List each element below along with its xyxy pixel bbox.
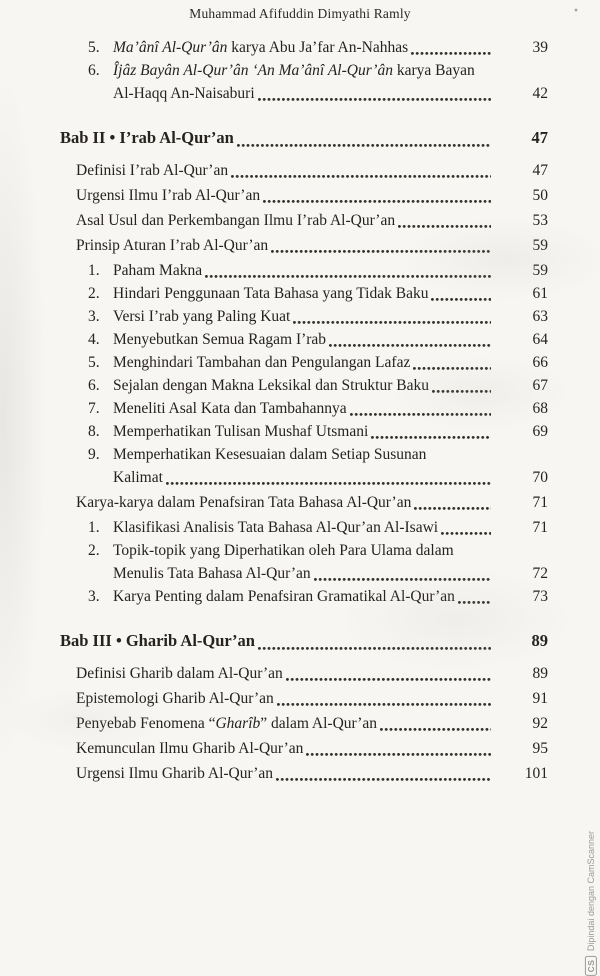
- toc-entry-title-text: Kalimat: [113, 469, 163, 486]
- toc-entry-title-text: Sejalan dengan Makna Leksikal dan Struktur Baku: [113, 377, 429, 394]
- camscanner-logo: CS: [585, 956, 597, 976]
- toc-entry-line: [88, 585, 548, 608]
- toc-entry-title: [76, 159, 228, 182]
- toc-entry-title-text: Urgensi Ilmu I’rab Al-Qur’an: [76, 187, 261, 204]
- toc-entry-title-italic: Ma’ânî Al-Qur’ân: [113, 39, 232, 56]
- dot-leader: [368, 420, 494, 443]
- toc-entry-number: 8.: [88, 423, 100, 440]
- toc-entry-title: [113, 562, 311, 585]
- toc-entry-line: [60, 628, 548, 654]
- dot-leader: [311, 562, 494, 585]
- toc-entry-title-text: Menghindari Tambahan dan Pengulangan Lafaz: [113, 354, 411, 371]
- toc-entry: [0, 305, 548, 328]
- toc-entry-page: 68: [532, 400, 548, 417]
- dot-leader: [202, 259, 494, 282]
- dot-leader: [347, 397, 494, 420]
- dot-leader: [234, 125, 494, 151]
- dot-leader: [255, 628, 494, 654]
- toc-entry-page: 59: [532, 237, 548, 254]
- toc-entry-line: [88, 328, 548, 351]
- toc-entry-page: 71: [532, 494, 548, 511]
- toc-entry-page: 95: [532, 740, 548, 757]
- toc-entry: [0, 184, 548, 207]
- toc-entry-number: 3.: [88, 588, 100, 605]
- dot-leader: [163, 466, 494, 489]
- toc-entry: [0, 36, 548, 59]
- toc-entry-title-text: Kemunculan Ilmu Gharib Al-Qur’an: [76, 740, 304, 757]
- toc-entry-line: [76, 762, 548, 785]
- toc-entry-line: [76, 184, 548, 207]
- toc-entry: [0, 687, 548, 710]
- dot-leader: [411, 491, 494, 514]
- toc-entry-line: [88, 420, 548, 443]
- toc-entry: [0, 59, 548, 105]
- toc-entry-title-text: Menyebutkan Semua Ragam I’rab: [113, 331, 327, 348]
- toc-entry-title-text: Topik-topik yang Diperhatikan oleh Para Ulama dalam: [113, 542, 454, 559]
- dot-leader: [438, 516, 494, 539]
- toc-entry-line: [88, 562, 548, 585]
- toc-entry-title: [60, 628, 255, 654]
- toc-entry-page: 50: [532, 187, 548, 204]
- toc-entry: [0, 234, 548, 257]
- toc-entry-page: 92: [532, 715, 548, 732]
- toc-entry-title-text: Urgensi Ilmu Gharib Al-Qur’an: [76, 765, 274, 782]
- toc-entry-line: [76, 687, 548, 710]
- toc-entry-title: [76, 712, 377, 735]
- toc-entry-title-text: Asal Usul dan Perkembangan Ilmu I’rab Al-Qur’an: [76, 212, 396, 229]
- toc-entry-page: 64: [532, 331, 548, 348]
- toc: [0, 36, 600, 787]
- toc-entry-line: [88, 305, 548, 328]
- toc-entry: [0, 159, 548, 182]
- toc-entry-title-text: Hindari Penggunaan Tata Bahasa yang Tidak Baku: [113, 285, 429, 302]
- toc-entry: [0, 282, 548, 305]
- toc-entry-number: 9.: [88, 446, 100, 463]
- toc-entry-title-text: Al-Haqq An-Naisaburi: [113, 85, 255, 102]
- toc-entry-page: 89: [532, 665, 548, 682]
- toc-entry-number: 4.: [88, 331, 100, 348]
- toc-entry-title: [76, 234, 268, 257]
- toc-entry-title: [113, 82, 255, 105]
- toc-entry-title-text: Menulis Tata Bahasa Al-Qur’an: [113, 565, 311, 582]
- toc-entry-title: [76, 762, 273, 785]
- toc-entry: [0, 762, 548, 785]
- toc-entry-title-text: Karya-karya dalam Penafsiran Tata Bahasa Al-Qur’an: [76, 494, 412, 511]
- toc-entry: [0, 420, 548, 443]
- toc-entry-number: 1.: [88, 519, 100, 536]
- running-header-author: Muhammad Afifuddin Dimyathi Ramly: [189, 6, 411, 21]
- toc-entry-line: [88, 259, 548, 282]
- camscanner-watermark-text: Dipindai dengan CamScanner: [586, 831, 596, 952]
- toc-entry-title: [76, 491, 411, 514]
- toc-entry-title: [113, 282, 428, 305]
- toc-entry-line: [76, 234, 548, 257]
- toc-entry-title-text: Prinsip Aturan I’rab Al-Qur’an: [76, 237, 269, 254]
- dot-leader: [290, 305, 494, 328]
- toc-entry-number: 2.: [88, 542, 100, 559]
- toc-entry: [0, 737, 548, 760]
- toc-entry: [0, 712, 548, 735]
- toc-entry-title: [113, 59, 475, 82]
- dot-leader: [455, 585, 494, 608]
- toc-entry: [0, 125, 548, 151]
- toc-entry: [0, 539, 548, 585]
- toc-entry-number: 6.: [88, 62, 100, 79]
- toc-entry-title-italic: Gharîb: [215, 715, 261, 732]
- toc-entry-title-text: Epistemologi Gharib Al-Qur’an: [76, 690, 274, 707]
- toc-entry-number: 5.: [88, 354, 100, 371]
- toc-entry-line: [76, 159, 548, 182]
- toc-entry-line: [88, 351, 548, 374]
- dot-leader: [228, 159, 494, 182]
- toc-entry-page: 73: [532, 588, 548, 605]
- toc-entry-title-text: Definisi Gharib dalam Al-Qur’an: [76, 665, 283, 682]
- toc-entry-title: [76, 184, 260, 207]
- toc-entry-title-text: Memperhatikan Tulisan Mushaf Utsmani: [113, 423, 369, 440]
- toc-entry-line: [88, 82, 548, 105]
- toc-entry-page: 71: [532, 519, 548, 536]
- toc-entry-page: 61: [532, 285, 548, 302]
- toc-entry-page: 89: [531, 631, 548, 650]
- toc-entry-number: 7.: [88, 400, 100, 417]
- toc-entry: [0, 259, 548, 282]
- toc-entry-title-text: Definisi I’rab Al-Qur’an: [76, 162, 229, 179]
- toc-entry-number: 6.: [88, 377, 100, 394]
- toc-entry-page: 72: [532, 565, 548, 582]
- toc-entry-line: [88, 443, 548, 466]
- toc-entry-title: [113, 539, 454, 562]
- toc-entry-page: 53: [532, 212, 548, 229]
- toc-entry-title: [113, 305, 290, 328]
- toc-entry-title-text: Klasifikasi Analisis Tata Bahasa Al-Qur’an Al-Isawi: [113, 519, 439, 536]
- toc-entry-line: [76, 491, 548, 514]
- dot-leader: [410, 351, 494, 374]
- toc-entry-title-text: karya Bayan: [396, 62, 475, 79]
- toc-entry-line: [88, 282, 548, 305]
- dot-leader: [283, 662, 494, 685]
- toc-entry-title: [76, 737, 303, 760]
- toc-entry: [0, 209, 548, 232]
- toc-entry-line: [88, 59, 548, 82]
- toc-entry-title: [113, 585, 455, 608]
- toc-entry-page: 59: [532, 262, 548, 279]
- toc-entry: [0, 351, 548, 374]
- toc-entry-title-text: Penyebab Fenomena “: [76, 715, 216, 732]
- dot-leader: [274, 687, 494, 710]
- toc-entry-line: [88, 466, 548, 489]
- toc-entry-title-text: Bab III • Gharib Al-Qur’an: [60, 631, 255, 650]
- toc-entry-title: [60, 125, 234, 151]
- dot-leader: [395, 209, 494, 232]
- toc-entry: [0, 374, 548, 397]
- toc-entry-line: [88, 36, 548, 59]
- toc-entry-page: 91: [532, 690, 548, 707]
- dot-leader: [326, 328, 494, 351]
- toc-entry-title-text: Versi I’rab yang Paling Kuat: [113, 308, 291, 325]
- toc-entry-line: [88, 516, 548, 539]
- toc-entry-title-text: Paham Makna: [113, 262, 203, 279]
- toc-entry: [0, 585, 548, 608]
- toc-entry-line: [60, 125, 548, 151]
- toc-entry-page: 39: [532, 39, 548, 56]
- dot-leader: [408, 36, 494, 59]
- toc-entry-title-text: Memperhatikan Kesesuaian dalam Setiap Susunan: [113, 446, 427, 463]
- toc-entry-title: [76, 662, 283, 685]
- toc-entry-title: [76, 687, 274, 710]
- toc-entry-title: [113, 36, 408, 59]
- toc-entry-page: 101: [524, 765, 548, 782]
- toc-entry-number: 1.: [88, 262, 100, 279]
- toc-entry-title: [113, 374, 429, 397]
- toc-entry: [0, 516, 548, 539]
- toc-entry-title: [113, 466, 163, 489]
- toc-entry-title: [113, 516, 438, 539]
- toc-entry: [0, 443, 548, 489]
- toc-entry-number: 2.: [88, 285, 100, 302]
- toc-entry-line: [88, 539, 548, 562]
- toc-entry-title: [76, 209, 395, 232]
- toc-entry: [0, 628, 548, 654]
- toc-entry-title-italic: Îjâz Bayân Al-Qur’ân ‘An Ma’ânî Al-Qur’ân: [113, 62, 397, 79]
- toc-entry-title: [113, 397, 347, 420]
- dot-leader: [260, 184, 494, 207]
- toc-entry-line: [76, 662, 548, 685]
- toc-entry: [0, 328, 548, 351]
- toc-entry: [0, 397, 548, 420]
- dot-leader: [377, 712, 494, 735]
- toc-entry-title: [113, 443, 426, 466]
- toc-entry-number: 5.: [88, 39, 100, 56]
- toc-entry-line: [76, 712, 548, 735]
- toc-entry: [0, 662, 548, 685]
- toc-entry-line: [88, 374, 548, 397]
- toc-entry-line: [88, 397, 548, 420]
- toc-entry-title-text: Meneliti Asal Kata dan Tambahannya: [113, 400, 347, 417]
- toc-entry-title-text: karya Abu Ja’far An-Nahhas: [231, 39, 409, 56]
- toc-entry-page: 69: [532, 423, 548, 440]
- toc-entry-page: 66: [532, 354, 548, 371]
- toc-entry-page: 70: [532, 469, 548, 486]
- dot-leader: [255, 82, 494, 105]
- toc-entry-title: [113, 259, 202, 282]
- toc-entry-page: 63: [532, 308, 548, 325]
- toc-entry-page: 67: [532, 377, 548, 394]
- toc-entry-title-text: ” dalam Al-Qur’an: [260, 715, 378, 732]
- dot-leader: [429, 374, 494, 397]
- toc-entry-line: [76, 209, 548, 232]
- dot-leader: [268, 234, 494, 257]
- camscanner-watermark: [585, 831, 597, 976]
- dot-leader: [273, 762, 494, 785]
- toc-entry: [0, 491, 548, 514]
- toc-entry-title: [113, 420, 368, 443]
- toc-entry-page: 42: [532, 85, 548, 102]
- toc-entry-title: [113, 351, 410, 374]
- toc-entry-title: [113, 328, 326, 351]
- toc-entry-number: 3.: [88, 308, 100, 325]
- toc-entry-title-text: Karya Penting dalam Penafsiran Gramatikal Al-Qur’an: [113, 588, 455, 605]
- toc-entry-line: [76, 737, 548, 760]
- toc-entry-title-text: Bab II • I’rab Al-Qur’an: [60, 128, 234, 147]
- toc-entry-page: 47: [532, 162, 548, 179]
- dot-leader: [428, 282, 494, 305]
- toc-entry-page: 47: [531, 128, 548, 147]
- dot-leader: [303, 737, 494, 760]
